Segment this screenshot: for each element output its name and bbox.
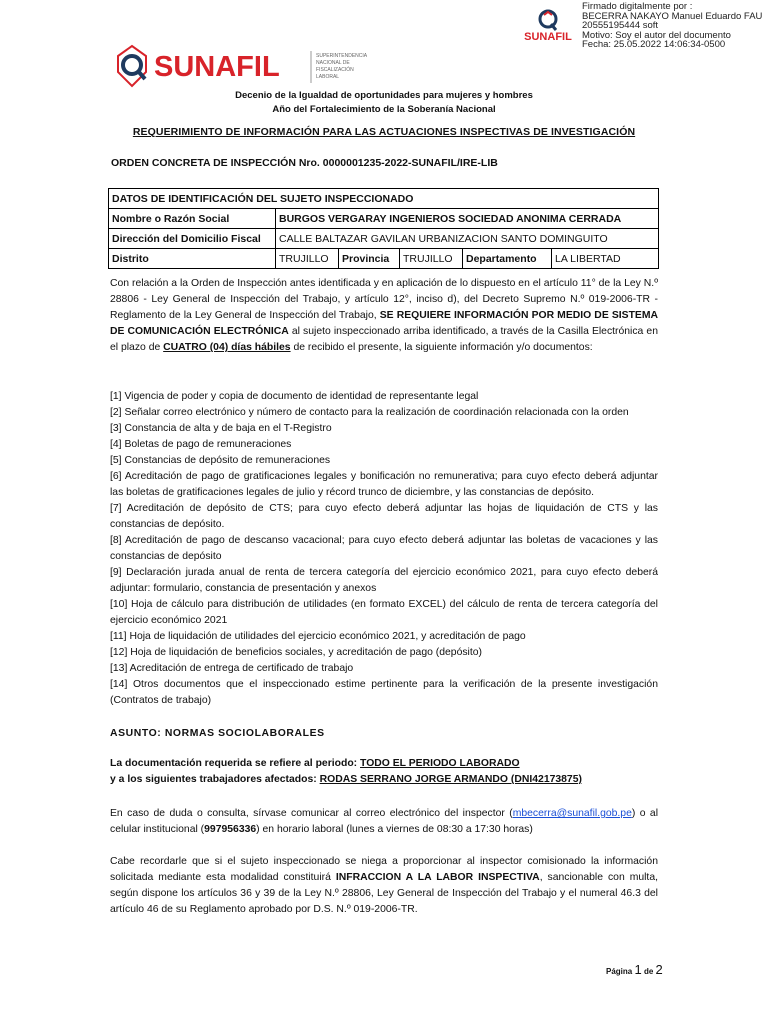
page-current: 1 — [634, 962, 642, 977]
signature-line: Firmado digitalmente por : — [582, 1, 693, 12]
list-item: [5] Constancias de depósito de remuneraciones — [110, 455, 331, 466]
signature-line: Motivo: Soy el autor del documento — [582, 29, 731, 41]
logo-subtitle-line: SUPERINTENDENCIA — [316, 53, 368, 59]
contacto-text: ) en horario laboral (lunes a viernes de 08:30 a 17:30 horas) — [256, 824, 533, 835]
intro-text: de recibido el presente, la siguiente información y/o documentos: — [290, 342, 593, 353]
signature-line: BECERRA NAKAYO Manuel Eduardo FAU — [582, 10, 763, 22]
list-item: [8] Acreditación de pago de descanso vacacional; para cuyo efecto deberá adjuntar las boletas de vacaciones y las constancias de depósito — [110, 535, 658, 562]
page-of: de — [643, 967, 654, 976]
trabajadores-value: RODAS SERRANO JORGE ARMANDO (DNI42173875) — [319, 774, 582, 785]
anio-line: Año del Fortalecimiento de la Soberanía Nacional — [272, 104, 496, 115]
table-heading: DATOS DE IDENTIFICACIÓN DEL SUJETO INSPECCIONADO — [109, 189, 659, 209]
list-item: [6] Acreditación de pago de gratificaciones legales y bonificación no remunerativa; para cuyo efecto deberá adjuntar las boletas de gratificaciones legales de julio y récord trunco de diciembre, y las constancias de depósito. — [110, 471, 658, 498]
departamento-label: Departamento — [463, 249, 552, 269]
recordar-text: , sancionable con multa, según dispone los artículos 36 y 39 de la Ley N.º 28806, Ley General de Inspección del Trabajo y el numeral 46.3 del artículo 46 de su Reglamento aprobado por D.S. N.º 019-2006-TR. — [110, 872, 658, 915]
periodo-label: La documentación requerida se refiere al periodo: — [110, 758, 361, 769]
inspector-phone: 997956336 — [204, 824, 257, 835]
magnifier-shield-icon — [118, 46, 146, 86]
list-item: [4] Boletas de pago de remuneraciones — [110, 439, 292, 450]
recordar-text: Cabe recordarle que si el sujeto inspeccionado se niega a proporcionar al inspector comisionado la información solicitada mediante esta modalidad constituirá — [110, 856, 658, 883]
list-item: [13] Acreditación de entrega de certificado de trabajo — [110, 663, 354, 674]
signature-logo-text: SUNAFIL — [524, 31, 572, 43]
decenio-line: Decenio de la Igualdad de oportunidades para mujeres y hombres — [235, 90, 533, 101]
provincia-label: Provincia — [339, 249, 400, 269]
domicilio-value: CALLE BALTAZAR GAVILAN URBANIZACION SANTO DOMINGUITO — [276, 229, 659, 249]
list-item: [3] Constancia de alta y de baja en el T-Registro — [110, 423, 332, 434]
periodo-block — [110, 756, 658, 788]
intro-text: al sujeto inspeccionado arriba identificado, a través de la Casilla Electrónica en el plazo de — [110, 326, 658, 353]
sunafil-logo — [112, 42, 368, 92]
decenio-heading — [0, 89, 768, 117]
intro-text: Con relación a la Orden de Inspección antes identificada y en aplicación de lo dispuesto en el artículo 11° de la Ley N.º 28806 - Ley General de Inspección del Trabajo, y artículo 12°, inciso d), del Decreto Supremo N.º 019-2006-TR - Reglamento de la Ley General de Inspección del Trabajo, — [110, 278, 658, 321]
contacto-text: ) o al celular institucional ( — [110, 808, 659, 835]
distrito-value: TRUJILLO — [276, 249, 339, 269]
table-row — [109, 229, 659, 249]
razon-value: BURGOS VERGARAY INGENIEROS SOCIEDAD ANONIMA CERRADA — [276, 209, 659, 229]
list-item: [12] Hoja de liquidación de beneficios sociales, y acreditación de pago (depósito) — [110, 647, 482, 658]
contacto-paragraph — [110, 806, 658, 838]
logo-subtitle-line: LABORAL — [316, 74, 340, 80]
logo-wordmark: SUNAFIL — [154, 51, 280, 83]
identification-table — [108, 188, 659, 269]
razon-label: Nombre o Razón Social — [109, 209, 276, 229]
contacto-text: En caso de duda o consulta, sírvase comunicar al correo electrónico del inspector ( — [110, 808, 513, 819]
inspector-email-link[interactable]: mbecerra@sunafil.gob.pe — [512, 808, 632, 819]
list-item: [9] Declaración jurada anual de renta de tercera categoría del ejercicio económico 2021, para cuyo efecto deberá adjuntar: formulario, constancia de presentación y anexos — [110, 567, 658, 594]
page-total: 2 — [655, 962, 663, 977]
signature-line: Fecha: 25.05.2022 14:06:34-0500 — [582, 39, 726, 51]
logo-subtitle-line: NACIONAL DE — [316, 60, 350, 66]
page-number — [606, 962, 663, 977]
departamento-value: LA LIBERTAD — [552, 249, 659, 269]
signature-text — [582, 2, 762, 50]
list-item: [14] Otros documentos que el inspeccionado estime pertinente para la verificación de la presente investigación (Contratos de trabajo) — [110, 679, 658, 706]
page-label: Página — [606, 967, 633, 976]
logo-subtitle-line: FISCALIZACIÓN — [316, 67, 354, 73]
document-title: REQUERIMIENTO DE INFORMACIÓN PARA LAS ACTUACIONES INSPECTIVAS DE INVESTIGACIÓN — [132, 126, 636, 138]
distrito-label: Distrito — [109, 249, 276, 269]
signature-line: 20555195444 soft — [582, 20, 659, 32]
list-item: [11] Hoja de liquidación de utilidades del ejercicio económico 2021, y acreditación de pago — [110, 631, 526, 642]
asunto: ASUNTO: NORMAS SOCIOLABORALES — [110, 728, 325, 739]
requerimiento-bold: SE REQUIERE INFORMACIÓN POR MEDIO DE SISTEMA DE COMUNICACIÓN ELECTRÓNICA — [110, 310, 659, 337]
recordar-paragraph — [110, 854, 658, 918]
orden-inspeccion: ORDEN CONCRETA DE INSPECCIÓN Nro. 0000001235-2022-SUNAFIL/IRE-LIB — [111, 157, 498, 169]
table-row — [109, 209, 659, 229]
intro-paragraph — [110, 276, 658, 356]
domicilio-label: Dirección del Domicilio Fiscal — [109, 229, 276, 249]
provincia-value: TRUJILLO — [400, 249, 463, 269]
list-item: [1] Vigencia de poder y copia de documento de identidad de representante legal — [110, 391, 479, 402]
infraccion-bold: INFRACCION A LA LABOR INSPECTIVA — [335, 872, 540, 883]
trabajadores-label: y a los siguientes trabajadores afectados: — [110, 774, 320, 785]
plazo-text: CUATRO (04) días hábiles — [163, 342, 291, 353]
table-row — [109, 189, 659, 209]
list-item: [2] Señalar correo electrónico y número de contacto para la realización de coordinación relacionada con la orden — [110, 407, 629, 418]
requirements-list — [110, 389, 658, 709]
signature-sunafil-logo — [520, 6, 576, 46]
periodo-value: TODO EL PERIODO LABORADO — [360, 758, 520, 769]
list-item: [10] Hoja de cálculo para distribución de utilidades (en formato EXCEL) del cálculo de renta de tercera categoría del ejercicio económico 2021 — [110, 599, 658, 626]
list-item: [7] Acreditación de depósito de CTS; para cuyo efecto deberá adjuntar las hojas de liquidación de CTS y las constancias de depósito. — [110, 503, 658, 530]
table-row — [109, 249, 659, 269]
